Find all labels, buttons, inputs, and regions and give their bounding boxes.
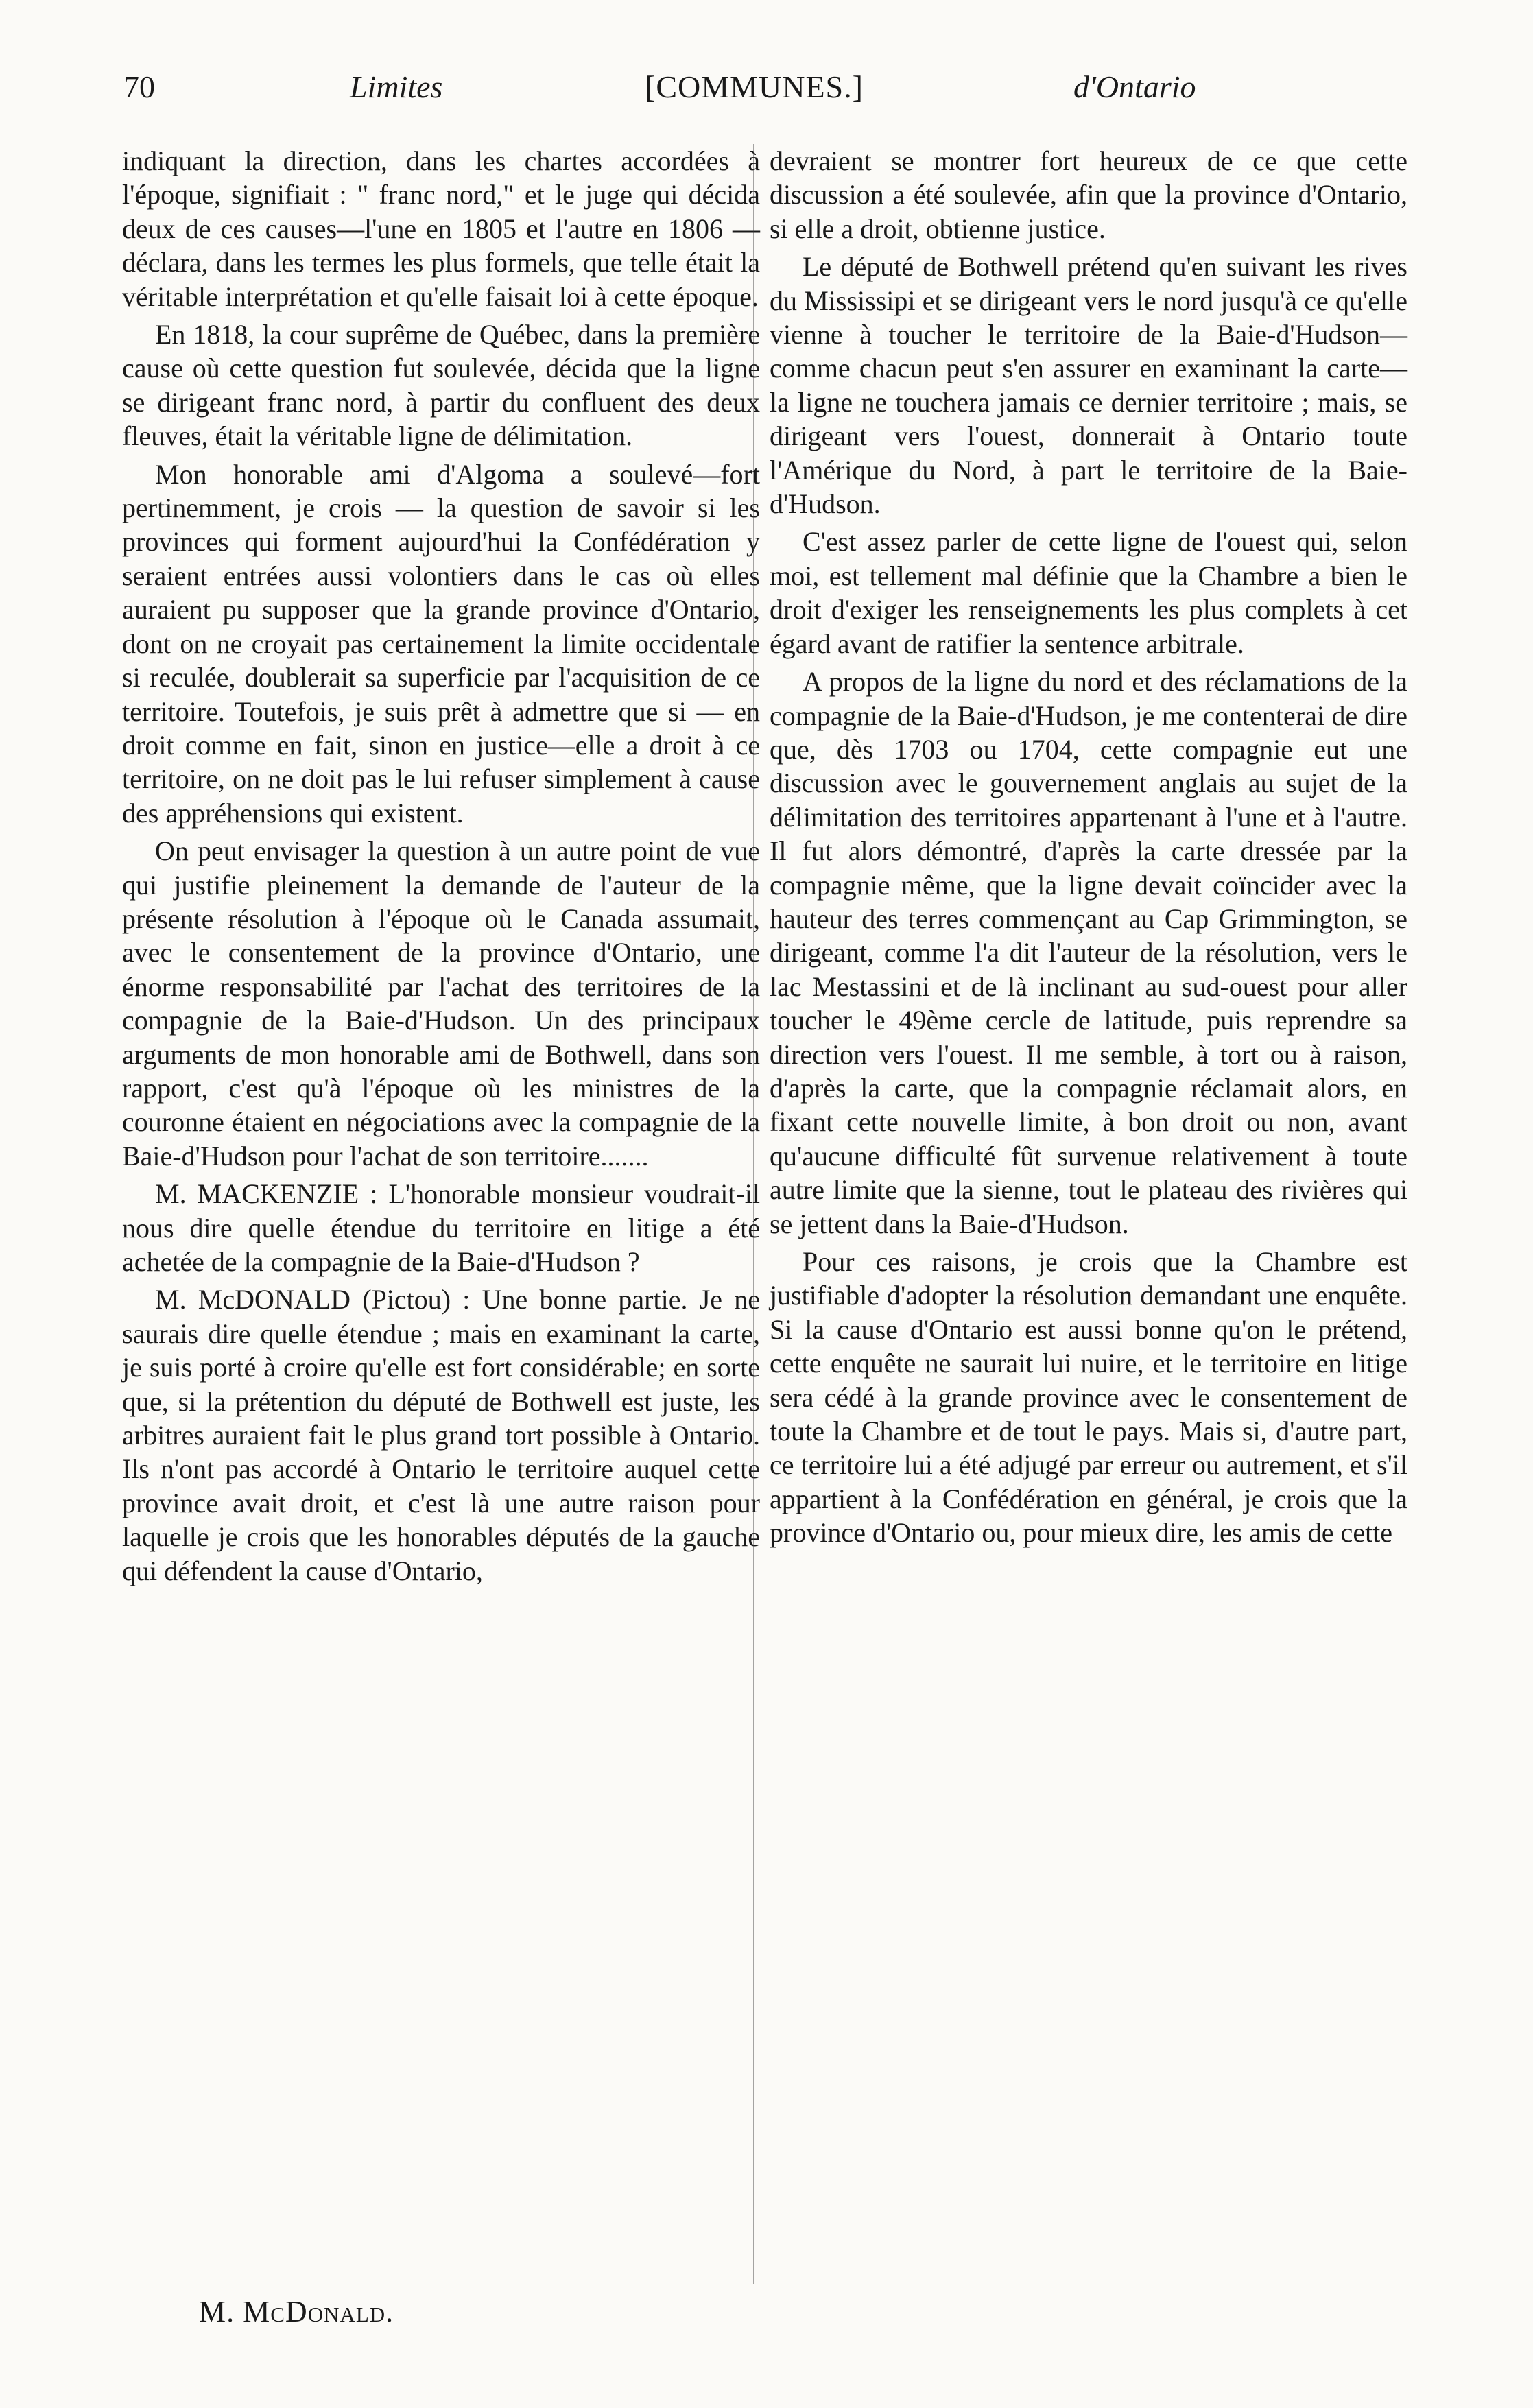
running-title-left: Limites <box>350 69 443 104</box>
column-divider <box>753 144 754 2284</box>
speaker-signature: M. McDonald. <box>199 2295 394 2328</box>
paragraph: Pour ces raisons, je crois que la Chambre est justifiable d'adopter la résolution demandant une enquête. Si la cause d'Ontario est aussi bonne qu'on le prétend, cette enquête ne saurait lui nuire, et le territoire en litige sera cédé à la grande province avec le consentement de toute la Chambre et de tout le pays. Mais si, d'autre part, ce territoire lui a été adjugé par erreur ou autrement, et s'il appartient à la Confédération en général, je crois que la province d'Ontario ou, pour mieux dire, les amis de cette <box>770 1246 1407 1549</box>
running-title-center: [COMMUNES.] <box>645 69 864 104</box>
paragraph: Le député de Bothwell prétend qu'en suivant les rives du Mississipi et se dirigeant vers le nord jusqu'à ce qu'elle vienne à toucher le territoire de la Baie-d'Hudson—comme chacun peut s'en assurer en examinant la carte—la ligne ne touchera jamais ce dernier territoire ; mais, se dirigeant vers l'ouest, donnerait à Ontario toute l'Amérique du Nord, à part le territoire de la Baie-d'Hudson. <box>770 251 1407 520</box>
paragraph: devraient se montrer fort heureux de ce que cette discussion a été soulevée, afin que la province d'Ontario, si elle a droit, obtienne justice. <box>770 145 1407 244</box>
running-head <box>123 69 1413 123</box>
speaker-paragraph: M. McDONALD (Pictou) : Une bonne partie. Je ne saurais dire quelle étendue ; mais en examinant la carte, je suis porté à croire qu'elle est fort considérable; en sorte que, si la prétention du député de Bothwell est juste, les arbitres auraient fait le plus grand tort possible à Ontario. Ils n'ont pas accordé à Ontario le territoire auquel cette province avait droit, et c'est là une autre raison pour laquelle je crois que les honorables députés de la gauche qui défendent la cause d'Ontario, <box>122 1284 760 1586</box>
paragraph: On peut envisager la question à un autre point de vue qui justifie pleinement la demande de l'auteur de la présente résolution à l'époque où le Canada assumait, avec le consentement de la province d'Ontario, une énorme responsabilité par l'achat des territoires de la compagnie de la Baie-d'Hudson. Un des principaux arguments de mon honorable ami de Bothwell, dans son rapport, c'est qu'à l'époque où les ministres de la couronne étaient en négociations avec la compagnie de la Baie-d'Hudson pour l'achat de son territoire....... <box>122 835 760 1171</box>
paragraph: A propos de la ligne du nord et des réclamations de la compagnie de la Baie-d'Hudson, je me contenterai de dire que, dès 1703 ou 1704, cette compagnie eut une discussion avec le gouvernement anglais au sujet de la délimitation des territoires appartenant à l'une et à l'autre. Il fut alors démontré, d'après la carte dressée par la compagnie même, que la ligne devait coïncider avec la hauteur des terres commençant au Cap Grimmington, se dirigeant, comme l'a dit l'auteur de la résolution, vers le lac Mestassini et de là inclinant au sud-ouest pour aller toucher le 49ème cercle de latitude, puis reprendre sa direction vers l'ouest. Il me semble, à tort ou à raison, d'après la carte, que la compagnie réclamait alors, en fixant cette nouvelle limite, à bon droit ou non, avant qu'aucune difficulté fût survenue relativement à toute autre limite que la sienne, tout le plateau des rivières qui se jettent dans la Baie-d'Hudson. <box>770 666 1407 1239</box>
paragraph: Mon honorable ami d'Algoma a soulevé—fort pertinemment, je crois — la question de savoir si les provinces qui forment aujourd'hui la Confédération y seraient entrées aussi volontiers dans le cas où elles auraient pu supposer que la grande province d'Ontario, dont on ne croyait pas certainement la limite occidentale si reculée, doublerait sa superficie par l'acquisition de ce territoire. Toutefois, je suis prêt à admettre que si — en droit comme en fait, sinon en justice—elle a droit à ce territoire, on ne doit pas le lui refuser simplement à cause des appréhensions qui existent. <box>122 458 760 829</box>
speaker-paragraph: M. MACKENZIE : L'honorable monsieur voudrait-il nous dire quelle étendue du territoire en litige a été achetée de la compagnie de la Baie-d'Hudson ? <box>122 1178 760 1277</box>
paragraph: C'est assez parler de cette ligne de l'ouest qui, selon moi, est tellement mal définie que la Chambre a bien le droit d'exiger les renseignements les plus complets à cet égard avant de ratifier la sentence arbitrale. <box>770 526 1407 659</box>
paragraph: En 1818, la cour suprême de Québec, dans la première cause où cette question fut soulevée, décida que la ligne se dirigeant franc nord, à partir du confluent des deux fleuves, était la véritable ligne de délimitation. <box>122 319 760 452</box>
running-title-right: d'Ontario <box>1073 69 1196 104</box>
right-text-column <box>770 144 1407 1554</box>
left-text-column <box>122 144 760 1592</box>
paragraph: indiquant la direction, dans les chartes accordées à l'époque, signifiait : " franc nord," et le juge qui décida deux de ces causes—l'une en 1805 et l'autre en 1806 —déclara, dans les termes les plus formels, que telle était la véritable interprétation et qu'elle faisait loi à cette époque. <box>122 145 760 312</box>
page-number: 70 <box>123 69 155 104</box>
